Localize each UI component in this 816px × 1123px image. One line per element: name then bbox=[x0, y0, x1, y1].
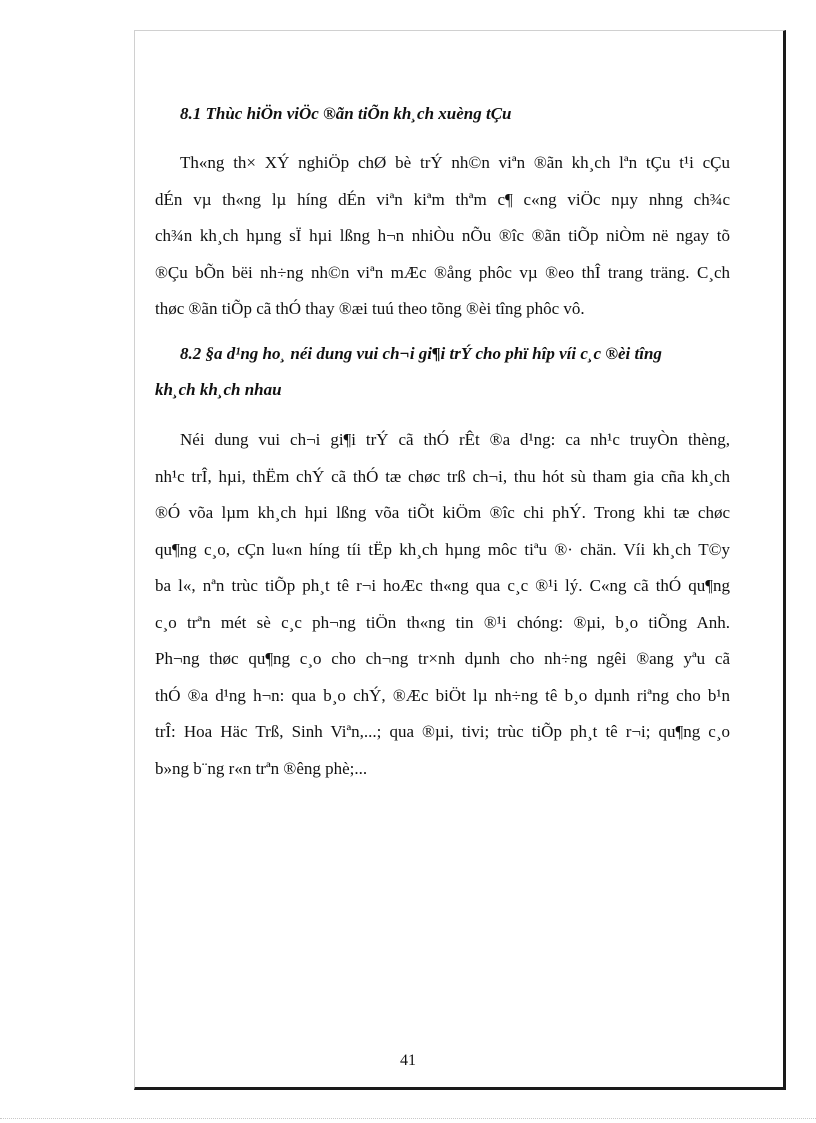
section-heading-8-2 bbox=[180, 336, 730, 372]
paragraph-line: nh¹c trÎ, hµi, thËm chÝ cã thÓ tæ chøc trß ch¬i, thu hót sù tham gia cña kh¸ch bbox=[155, 466, 730, 486]
paragraph-line: c¸o trªn mét sè c¸c ph¬ng tiÖn th«ng tin ®¹i chóng: ®µi, b¸o tiÕng Anh. bbox=[155, 612, 730, 632]
paragraph-line: Ph¬ng thøc qu¶ng c¸o cho ch¬ng tr×nh dµnh cho nh÷ng ngêi ®ang yªu cã bbox=[155, 649, 730, 668]
paragraph-8-2 bbox=[155, 422, 730, 787]
paragraph-line: Néi dung vui ch¬i gi¶i trÝ cã thÓ rÊt ®a d¹ng: ca nh¹c truyÒn thèng, bbox=[180, 430, 730, 449]
paragraph-line: ba l«, nªn trùc tiÕp ph¸t tê r¬i hoÆc th«ng qua c¸c ®¹i lý. C«ng cã thÓ qu¶ng bbox=[155, 576, 730, 595]
page-number: 41 bbox=[400, 1052, 416, 1069]
section-heading-8-1: 8.1 Thùc hiÖn viÖc ®ãn tiÕn kh¸ch xuèng tÇu bbox=[180, 104, 512, 123]
section-heading-8-2-line-2: kh¸ch kh¸ch nhau bbox=[155, 380, 282, 399]
paragraph-line: thÓ ®a d¹ng h¬n: qua b¸o chÝ, ®Æc biÖt lµ nh÷ng tê b¸o dµnh riªng cho b¹n bbox=[155, 685, 730, 705]
paragraph-line: qu¶ng c¸o, cÇn lu«n híng tíi tËp kh¸ch hµng môc tiªu ®· chän. Víi kh¸ch T©y bbox=[155, 539, 730, 559]
paragraph-line: Th«ng th× XÝ nghiÖp chØ bè trÝ nh©n viªn ®ãn kh¸ch lªn tÇu t¹i cÇu bbox=[180, 153, 730, 172]
section-heading-8-2-continued bbox=[155, 372, 282, 408]
paragraph-line: ®Ó võa lµm kh¸ch hµi lßng võa tiÕt kiÖm ®îc chi phÝ. Trong khi tæ chøc bbox=[155, 503, 730, 522]
paragraph-line: ch¾n kh¸ch hµng sÏ hµi lßng h¬n nhiÒu nÕu ®îc ®ãn tiÕp niÒm në ngay tõ bbox=[155, 226, 730, 245]
paragraph-line: b»ng b¨ng r«n trªn ®êng phè;... bbox=[155, 758, 368, 778]
page-separator bbox=[0, 1118, 816, 1119]
paragraph-line: ®Çu bÕn bëi nh÷ng nh©n viªn mÆc ®ång phôc vµ ®eo thÎ trang träng. C¸ch bbox=[155, 262, 730, 282]
paragraph-line: trÎ: Hoa Häc Trß, Sinh Viªn,...; qua ®µi, tivi; trùc tiÕp ph¸t tê r¬i; qu¶ng c¸o bbox=[155, 722, 730, 741]
paragraph-line: dÉn vµ th«ng lµ híng dÉn viªn kiªm thªm c¶ c«ng viÖc nµy nhng ch¾c bbox=[155, 189, 730, 209]
paragraph-line: thøc ®ãn tiÕp cã thÓ thay ®æi tuú theo tõng ®èi tîng phôc vô. bbox=[155, 299, 585, 318]
paragraph-8-1 bbox=[155, 145, 730, 328]
section-heading-8-2-line-1: 8.2 §a d¹ng ho¸ néi dung vui ch¬i gi¶i trÝ cho phï hîp víi c¸c ®èi tîng bbox=[180, 344, 662, 363]
